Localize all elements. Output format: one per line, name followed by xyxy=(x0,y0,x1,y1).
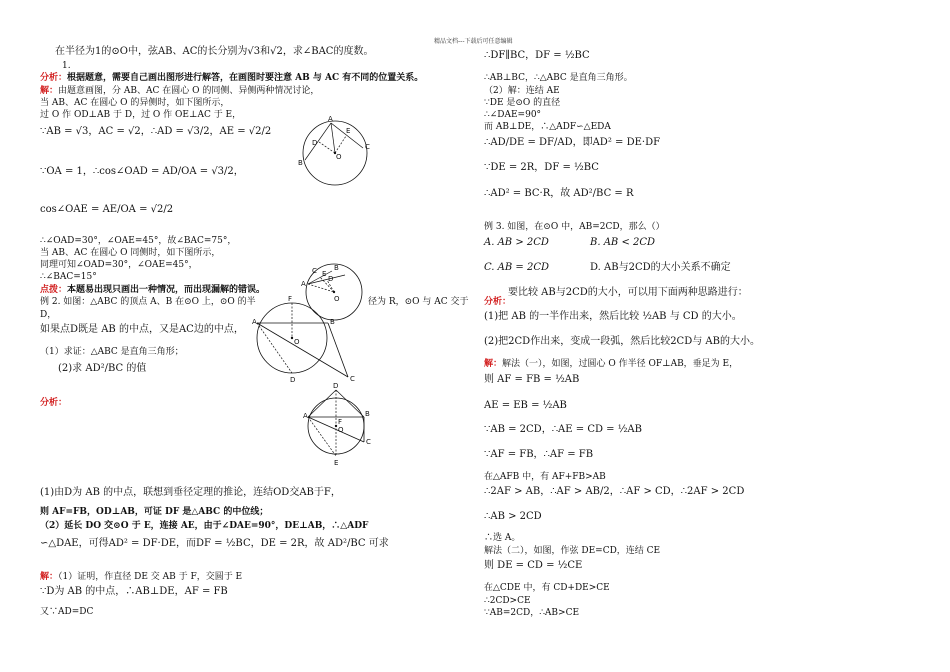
label-c: C xyxy=(312,267,317,275)
text-line: ∴∠OAD=30°，∠OAE=45°，故∠BAC=75°， xyxy=(40,236,237,246)
label-b: B xyxy=(298,159,303,167)
text-line: D， xyxy=(40,310,57,320)
text-line: ∴2CD>CE xyxy=(484,596,531,606)
formula-line: 则 DE = CD = ½CE xyxy=(484,560,583,571)
analysis-text: 根据题意，需要自己画出图形进行解答，在画图时要注意 AB 与 AC 有不同的位置关系。 xyxy=(67,73,424,83)
label-c: C xyxy=(365,143,370,151)
label-a: A xyxy=(252,318,257,326)
label-b: B xyxy=(365,410,370,418)
example-3-intro: 要比较 AB与2CD的大小，可以用下面两种思路进行： xyxy=(508,287,748,298)
example-3-title: 例 3. 如图，在⊙O 中，AB=2CD，那么（） xyxy=(484,222,665,232)
text-line: 解法（二），如图，作弦 DE=CD，连结 CE xyxy=(484,546,661,556)
formula-line: ∴AB > 2CD xyxy=(484,511,542,522)
formula-line: cos∠OAE = AE/OA = √2/2 xyxy=(40,204,174,215)
figure-3-triangle-circle xyxy=(252,294,362,386)
text-line: 又∵AD=DC xyxy=(40,607,94,617)
label-c: C xyxy=(366,438,371,446)
label-e: E xyxy=(322,270,327,278)
label-b: B xyxy=(334,264,339,272)
label-d: D xyxy=(333,382,339,390)
text-line: 在△CDE 中，有 CD+DE>CE xyxy=(484,583,610,593)
example-2-title: 例 2. 如图：△ABC 的顶点 A、B 在⊙O 上，⊙O 的半 xyxy=(40,297,256,307)
tip-text: 本题易出现只画出一种情况，而出现漏解的错误。 xyxy=(67,285,266,295)
analysis-label: 分析： xyxy=(484,297,512,307)
analysis-label: 分析： xyxy=(40,73,68,83)
figure-1-circle xyxy=(295,115,375,190)
formula-line: ∴DF∥BC，DF = ½BC xyxy=(484,50,590,61)
text-line: 当 AB、AC 在圆心 O 同侧时，如下图所示， xyxy=(40,248,221,258)
text-line: 而 AB⊥DE，∴△ADF∽△EDA xyxy=(484,122,611,132)
solution-label: 解： xyxy=(484,359,503,369)
analysis-text: (1)由D为 AB 的中点，联想到垂径定理的推论，连结OD交AB于F， xyxy=(40,487,341,498)
label-c: C xyxy=(350,375,355,383)
option-b: B. AB < 2CD xyxy=(590,237,656,248)
problem-statement: 在半径为1的⊙O中，弦AB、AC的长分别为√3和√2，求∠BAC的度数。 xyxy=(55,46,374,57)
text-line: 同理可知∠OAD=30°，∠OAE=45°， xyxy=(40,260,198,270)
text-line: ∴∠BAC=15° xyxy=(40,272,97,282)
solution-label: 解： xyxy=(40,572,59,582)
problem-number: 1. xyxy=(62,61,71,71)
solution-label: 解： xyxy=(40,86,59,96)
label-d: D xyxy=(312,139,318,147)
label-o: O xyxy=(336,153,342,161)
question-2: (2)求 AD²/BC 的值 xyxy=(58,363,147,374)
tip-label: 点拨： xyxy=(40,285,68,295)
formula-line: 则 AF = FB = ½AB xyxy=(484,374,580,385)
example-2-title-cont: 径为 R，⊙O 与 AC 交于 xyxy=(368,297,469,307)
text-line: ∴选 A。 xyxy=(484,533,521,543)
label-o: O xyxy=(294,338,300,346)
text-line: ∴∠DAE=90° xyxy=(484,110,542,120)
analysis-text: （2）延长 DO 交⊙O 于 E，连接 AE，由于∠DAE=90°，DE⊥AB，∴△ADF xyxy=(40,521,369,531)
formula-line: ∵OA = 1，∴cos∠OAD = AD/OA = √3/2， xyxy=(40,166,244,177)
option-a: A. AB > 2CD xyxy=(484,237,549,248)
text-line: ∴AB⊥BC，∴△ABC 是直角三角形。 xyxy=(484,73,633,83)
label-f: F xyxy=(288,295,293,303)
formula-line: AE = EB = ½AB xyxy=(484,400,567,411)
solution-line xyxy=(40,86,319,97)
label-o: O xyxy=(334,295,340,303)
analysis-text: 则 AF=FB，OD⊥AB，可证 DF 是△ABC 的中位线； xyxy=(40,507,269,517)
text-line: 当 AB、AC 在圆心 O 的异侧时，如下图所示， xyxy=(40,98,230,108)
approach-1: (1)把 AB 的一半作出来，然后比较 ½AB 与 CD 的大小。 xyxy=(484,311,742,322)
text-line: ∵DE 是⊙O 的直径 xyxy=(484,98,561,108)
label-a: A xyxy=(301,280,306,288)
analysis-line xyxy=(40,73,423,84)
tip-line xyxy=(40,285,265,296)
page-header: 精品文档---下载后可任意编辑 xyxy=(434,38,513,45)
analysis-formula: ∽△DAE，可得AD² = DF·DE，而DF = ½BC，DE = 2R，故 AD²/BC 可求 xyxy=(40,538,389,549)
option-c: C. AB = 2CD xyxy=(484,262,549,273)
label-a: A xyxy=(328,115,333,123)
text-line: 在△AFB 中，有 AF+FB>AB xyxy=(484,472,606,482)
label-b: B xyxy=(330,318,335,326)
solution-text: 解法（一），如图，过圆心 O 作半径 OF⊥AB，垂足为 E， xyxy=(502,359,739,369)
approach-2: (2)把2CD作出来，变成一段弧，然后比较2CD与 AB的大小。 xyxy=(484,336,760,347)
text-line: 过 O 作 OD⊥AB 于 D，过 O 作 OE⊥AC 于 E， xyxy=(40,110,242,120)
question-1: （1）求证：△ABC 是直角三角形； xyxy=(40,347,184,357)
text-line: ∵AB=2CD，∴AB>CE xyxy=(484,608,580,618)
formula-line: ∵DE = 2R，DF = ½BC xyxy=(484,162,599,173)
label-e: E xyxy=(346,127,351,135)
formula-line: ∴AD² = BC·R，故 AD²/BC = R xyxy=(484,188,634,199)
formula-line: ∵AB = 2CD，∴AE = CD = ½AB xyxy=(484,424,642,435)
label-o: O xyxy=(338,426,344,434)
solution-text: （1）证明，作直径 DE 交 AB 于 F，交圆于 E xyxy=(58,572,243,582)
formula-line: ∵AB = √3，AC = √2，∴AD = √3/2，AE = √2/2 xyxy=(40,126,272,137)
formula-line: ∴AD/DE = DF/AD，即AD² = DE·DF xyxy=(484,137,661,148)
label-a: A xyxy=(303,412,308,420)
formula-line: ∵AF = FB，∴AF = FB xyxy=(484,449,594,460)
label-d: D xyxy=(290,376,296,384)
label-d: D xyxy=(328,275,334,283)
option-d: D. AB与2CD的大小关系不确定 xyxy=(590,262,731,273)
formula-line: ∴2AF > AB，∴AF > AB/2，∴AF > CD，∴2AF > 2CD xyxy=(484,486,745,497)
figure-4-triangle-circle xyxy=(303,384,378,469)
solution-text: 由题意画图，分 AB、AC 在圆心 O 的同侧、异侧两种情况讨论， xyxy=(58,86,320,96)
example-2-condition: 如果点D既是 AB 的中点，又是AC边的中点， xyxy=(40,324,244,335)
solution-line xyxy=(40,572,242,583)
solution-line xyxy=(484,359,738,370)
analysis-label: 分析： xyxy=(40,398,68,408)
label-e: E xyxy=(334,459,339,467)
label-f: F xyxy=(338,418,343,426)
formula-line: ∵D为 AB 的中点，∴AB⊥DE，AF = FB xyxy=(40,586,228,597)
text-line: （2）解：连结 AE xyxy=(484,86,560,96)
